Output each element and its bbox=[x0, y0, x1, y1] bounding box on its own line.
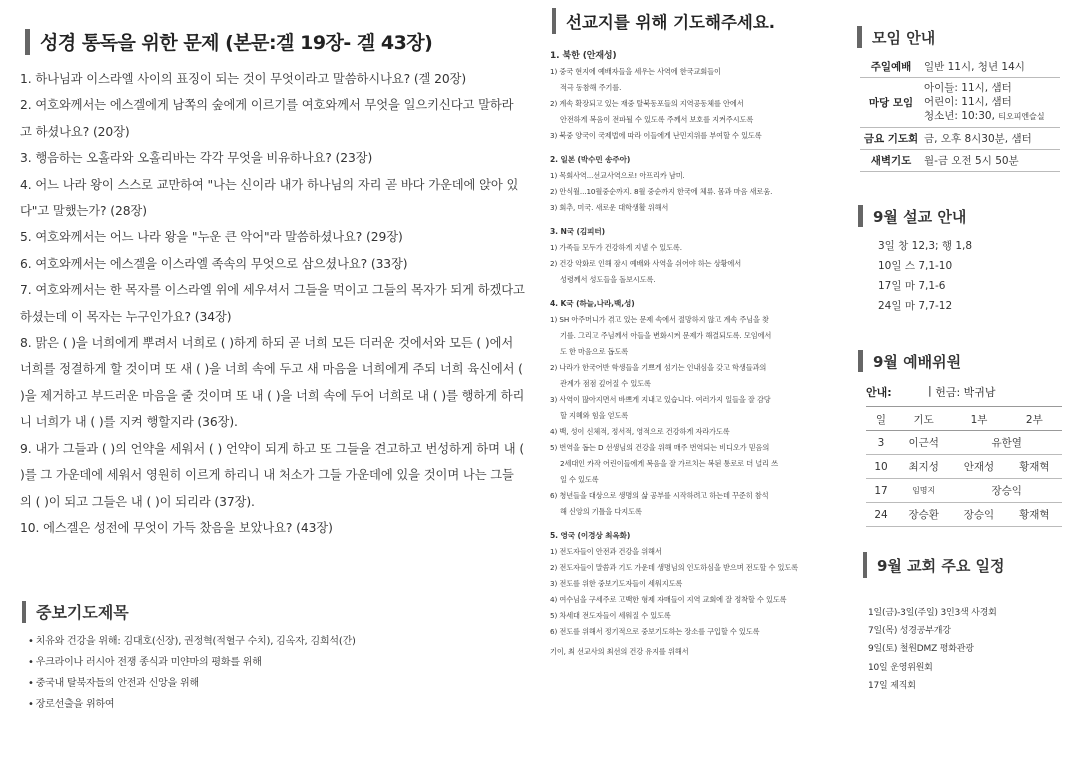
mission-group-name: 1. 북한 (안재성) bbox=[550, 51, 617, 61]
mission-item: 2) 건강 악화로 인해 잠시 예배와 사역을 쉬어야 하는 상황에서 bbox=[550, 259, 742, 268]
table-row bbox=[866, 455, 1062, 479]
cell-prayer: 임명지 bbox=[896, 479, 951, 503]
mission-item: 4) 백, 성이 신체적, 정서적, 영적으로 건강하게 자라가도록 bbox=[550, 427, 730, 436]
servers-table bbox=[866, 409, 1062, 527]
mission-group bbox=[550, 296, 850, 520]
mission-group bbox=[550, 48, 850, 144]
meeting-label: 주일예배 bbox=[860, 56, 922, 78]
heading-bar bbox=[552, 8, 556, 34]
heading-bar bbox=[857, 26, 862, 48]
meeting-note: 티오피엔슬실 bbox=[998, 112, 1045, 121]
table-row bbox=[866, 479, 1062, 503]
heading-bar bbox=[858, 205, 863, 227]
missionary-list bbox=[550, 48, 850, 660]
mission-item: 도 한 마음으로 돕도록 bbox=[560, 347, 629, 356]
question: 8. 맑은 ( )을 너희에게 뿌려서 너희로 ( )하게 하되 곧 너희 모든 더러운 것에서와 모든 ( )에서 너희를 정결하게 할 것이며 또 새 ( )을 너희 속에 두고 새 마음을 너희에게 주되 너희 육신에서 ( )을 제거하고 부드러운 마음을 줄 것이며 또 내 ( )을 너희 속에 두어 너희로 내 ( )를 행하게 하리니 너희가 내 ( )를 지켜 행할지라 (36장). bbox=[20, 336, 525, 430]
list-item: • 치유와 건강을 위해: 김대호(신장), 권정혁(적혈구 수치), 김옥자, 김희석(간) bbox=[28, 631, 356, 652]
question: 2. 여호와께서는 에스겔에게 남쪽의 숲에게 이르기를 여호와께서 무엇을 일으키신다고 말하라고 하셨나요? (20장) bbox=[20, 98, 514, 139]
mission-item: 6) 전도를 위해서 정기적으로 중보기도하는 장소를 구입할 수 있도록 bbox=[550, 627, 760, 636]
list-item: 10일 운영위원회 bbox=[868, 662, 933, 673]
heading-bar bbox=[858, 350, 863, 372]
cell-prayer: 최지성 bbox=[896, 455, 951, 479]
question: 3. 행음하는 오홀라와 오홀리바는 각각 무엇을 비유하나요? (23장) bbox=[20, 151, 373, 166]
meeting-value bbox=[922, 78, 1060, 128]
list-item: 10일 스 7,1-10 bbox=[878, 260, 953, 272]
mission-item: 일 수 있도록 bbox=[560, 475, 599, 484]
column-header: 일 bbox=[866, 409, 896, 431]
mission-item: 3) 사역이 많아지면서 바쁘게 지내고 있습니다. 여러가지 일들을 잘 감당 bbox=[550, 395, 771, 404]
mission-item: 5) 차세대 전도자들이 세워질 수 있도록 bbox=[550, 611, 671, 620]
list-item: 7일(목) 성경공부개강 bbox=[868, 626, 951, 637]
question: 4. 어느 나라 왕이 스스로 교만하여 "나는 신이라 내가 하나님의 자리 곧 바다 가운데에 앉아 있다"고 말했는가? (28장) bbox=[20, 177, 519, 219]
list-item: 9일(토) 철원DMZ 평화관광 bbox=[868, 644, 974, 655]
cell-prayer: 장승환 bbox=[896, 503, 951, 527]
mission-item: 1) 중국 현지에 예배자들을 세우는 사역에 한국교회들이 bbox=[550, 67, 721, 76]
mission-item: 2세대인 카작 어린이들에게 복음을 잘 가르치는 복된 통로로 더 널리 쓰 bbox=[560, 459, 778, 468]
mission-item: 2) 나라가 한국어반 학생들을 기쁘게 섬기는 인내심을 갖고 학생들과의 bbox=[550, 363, 767, 372]
mission-item: 할 지혜와 힘을 얻도록 bbox=[560, 411, 629, 420]
missionary-heading bbox=[552, 8, 775, 34]
mission-group-name: 4. K국 (하늘,나라,백,성) bbox=[550, 299, 635, 308]
table-row bbox=[866, 503, 1062, 527]
meeting-line bbox=[924, 109, 1058, 124]
meeting-table bbox=[860, 56, 1060, 172]
table-header-row bbox=[866, 409, 1062, 431]
cell-part2: 황재혁 bbox=[1007, 503, 1062, 527]
question: 5. 여호와께서는 어느 나라 왕을 "누운 큰 악어"라 말씀하셨나요? (29장) bbox=[20, 230, 403, 245]
bible-quiz-heading bbox=[25, 28, 432, 55]
question: 7. 여호와께서는 한 목자를 이스라엘 위에 세우셔서 그들을 먹이고 그들의 목자가 되게 하겠다고 하셨는데 이 목자는 누구인가요? (34장) bbox=[20, 283, 525, 324]
table-row bbox=[860, 150, 1060, 172]
mission-item: 3) 전도를 위한 중보기도자들이 세워지도록 bbox=[550, 579, 683, 588]
question: 1. 하나님과 이스라엘 사이의 표징이 되는 것이 무엇이라고 말씀하시나요? (겔 20장) bbox=[20, 72, 467, 86]
mission-item: 기를. 그리고 주님께서 아들을 변화시켜 문제가 해결되도록. 모임에서 bbox=[560, 331, 772, 340]
schedule-list bbox=[868, 604, 997, 695]
servers-info bbox=[866, 384, 1062, 407]
cell-part1: 장승익 bbox=[951, 479, 1062, 503]
table-row bbox=[866, 431, 1062, 455]
cell-day: 3 bbox=[866, 431, 896, 455]
mission-item: 3) 회추, 미국. 새로운 대학생활 위해서 bbox=[550, 203, 669, 212]
list-item: 24일 마 7,7-12 bbox=[878, 300, 953, 312]
heading-bar bbox=[22, 601, 26, 623]
table-row bbox=[860, 128, 1060, 150]
servers-heading bbox=[858, 350, 961, 372]
cell-part1: 안재성 bbox=[951, 455, 1006, 479]
list-item: 3일 창 12,3; 행 1,8 bbox=[878, 240, 973, 252]
column-header: 기도 bbox=[896, 409, 951, 431]
meeting-value bbox=[922, 56, 1060, 78]
mission-item: 5) 번역을 돕는 D 선생님의 건강을 위해 매주 번역되는 비디오가 믿음의 bbox=[550, 443, 770, 452]
offering-text: 헌금: 박귀남 bbox=[935, 386, 996, 399]
mission-item: 1) SH 아주머니가 겪고 있는 문제 속에서 절망하지 않고 계속 주님을 찾 bbox=[550, 315, 769, 324]
list-item: • 우크라이나 러시아 전쟁 종식과 미얀마의 평화를 위해 bbox=[28, 652, 356, 673]
meeting-line: 아이들: 11시, 샘터 bbox=[924, 82, 1012, 94]
schedule-title: 9월 교회 주요 일정 bbox=[877, 556, 1005, 575]
missionary-title: 선교지를 위해 기도해주세요. bbox=[566, 13, 776, 32]
meeting-label: 금요 기도회 bbox=[860, 128, 922, 150]
column-header: 2부 bbox=[1007, 409, 1062, 431]
meeting-line: 금, 오후 8시30분, 샘터 bbox=[924, 132, 1032, 145]
mission-item: 1) 목회사역...선교사역으로! 아프리카 남미. bbox=[550, 171, 685, 180]
bible-quiz-title: 성경 통독을 위한 문제 (본문:겔 19장- 겔 43장) bbox=[40, 32, 433, 54]
question: 9. 내가 그들과 ( )의 언약을 세워서 ( ) 언약이 되게 하고 또 그들을 견고하고 번성하게 하며 내 ( )를 그 가운데에 세워서 영원히 이르게 하리니 내 처소가 그들 가운데에 있을 것이며 나는 그들의 ( )이 되고 그들은 내 ( )이 되리라 (37장). bbox=[20, 441, 525, 509]
servers-title: 9월 예배위원 bbox=[873, 352, 962, 371]
question: 10. 에스겔은 성전에 무엇이 가득 찼음을 보았나요? (43장) bbox=[20, 520, 333, 535]
intercession-heading bbox=[22, 600, 129, 623]
mission-item: 안전하게 복음이 전파될 수 있도록 주께서 보호를 지켜주시도록 bbox=[560, 115, 754, 124]
mission-item: 해 신앙의 기틀을 다지도록 bbox=[560, 507, 642, 516]
mission-group-name: 3. N국 (김피터) bbox=[550, 227, 605, 236]
sermon-list bbox=[878, 236, 972, 316]
mission-footer: 기이, 최 선교사의 최선의 건강 유지를 위해서 bbox=[550, 647, 689, 656]
meeting-label: 새벽기도 bbox=[860, 150, 922, 172]
meeting-line: 어린이: 11시, 샘터 bbox=[924, 96, 1012, 108]
mission-item: 1) 가족들 모두가 건강하게 지낼 수 있도록. bbox=[550, 243, 682, 252]
meeting-line: 월-금 오전 5시 50분 bbox=[924, 154, 1019, 167]
guide-label: 안내: bbox=[866, 386, 892, 399]
schedule-heading bbox=[863, 552, 1005, 578]
table-row bbox=[860, 56, 1060, 78]
mission-item: 관계가 점점 깊어질 수 있도록 bbox=[560, 379, 651, 388]
mission-item: 적극 동참해 주기를. bbox=[560, 83, 622, 92]
table-row bbox=[860, 78, 1060, 128]
cell-day: 10 bbox=[866, 455, 896, 479]
mission-group-name: 5. 영국 (이경상 최옥화) bbox=[550, 531, 631, 540]
meeting-heading bbox=[857, 26, 935, 48]
list-item: 1일(금)-3일(주일) 3인3색 사경회 bbox=[868, 608, 997, 618]
cell-part1: 장승익 bbox=[951, 503, 1006, 527]
mission-group bbox=[550, 224, 850, 288]
meeting-value bbox=[922, 150, 1060, 172]
list-item: 17일 제직회 bbox=[868, 680, 916, 691]
mission-group-name: 2. 일본 (박수민 송주아) bbox=[550, 155, 631, 164]
divider: | bbox=[928, 384, 936, 397]
sermon-title: 9월 설교 안내 bbox=[873, 207, 967, 226]
sermon-heading bbox=[858, 205, 966, 227]
mission-item: 2) 안식월...10월중순까지. 8월 중순까지 한국에 체류. 몸과 마음 새로움. bbox=[550, 187, 773, 196]
cell-day: 17 bbox=[866, 479, 896, 503]
mission-item: 성령께서 성도들을 돌보시도록. bbox=[560, 275, 656, 284]
mission-item: 4) 여수님을 구세주로 고백한 형제 자매들이 지역 교회에 잘 정착할 수 있도록 bbox=[550, 595, 787, 604]
list-item: • 중국내 탈북자들의 안전과 신앙을 위해 bbox=[28, 673, 356, 694]
meeting-line: 일반 11시, 청년 14시 bbox=[924, 60, 1025, 73]
mission-group bbox=[550, 152, 850, 216]
mission-item: 6) 청년들을 대상으로 생명의 삶 공부를 시작하려고 하는데 꾸준히 참석 bbox=[550, 491, 769, 500]
mission-item: 2) 전도자들이 말씀과 기도 가운데 생명님의 인도하심을 받으며 전도할 수 있도록 bbox=[550, 563, 799, 572]
cell-day: 24 bbox=[866, 503, 896, 527]
cell-part1: 유한열 bbox=[951, 431, 1062, 455]
meeting-label: 마당 모임 bbox=[860, 78, 922, 128]
meeting-value bbox=[922, 128, 1060, 150]
question-list bbox=[20, 66, 525, 541]
column-header: 1부 bbox=[951, 409, 1006, 431]
meeting-title: 모임 안내 bbox=[872, 28, 936, 47]
mission-item: 3) 북중 양국이 국제법에 따라 이들에게 난민지위를 부여할 수 있도록 bbox=[550, 131, 762, 140]
question: 6. 여호와께서는 에스겔을 이스라엘 족속의 무엇으로 삼으셨나요? (33장) bbox=[20, 256, 408, 271]
mission-item: 2) 계속 확장되고 있는 재중 탈북동포들의 지역공동체를 안에서 bbox=[550, 99, 744, 108]
intercession-list bbox=[28, 631, 356, 715]
mission-group bbox=[550, 528, 850, 640]
cell-prayer: 이근석 bbox=[896, 431, 951, 455]
heading-bar bbox=[863, 552, 867, 578]
meeting-line-text: 청소년: 10:30, bbox=[924, 110, 995, 122]
list-item: 17일 마 7,1-6 bbox=[878, 280, 946, 292]
list-item: • 장로선출을 위하여 bbox=[28, 694, 356, 715]
mission-item: 1) 전도자들이 안전과 건강을 위해서 bbox=[550, 547, 662, 556]
cell-part2: 황재혁 bbox=[1007, 455, 1062, 479]
heading-bar bbox=[25, 29, 30, 55]
intercession-title: 중보기도제목 bbox=[36, 603, 129, 622]
